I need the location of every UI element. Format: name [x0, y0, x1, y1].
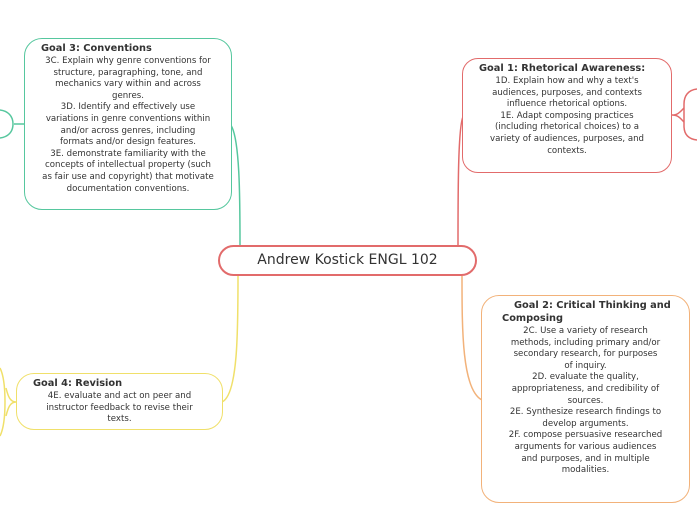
- goal3-line: structure, paragraphing, tone, and: [53, 67, 203, 78]
- goal1-line: variety of audiences, purposes, and: [489, 133, 645, 144]
- goal3-line: documentation conventions.: [66, 183, 190, 194]
- goal3-line: formats and/or design features.: [60, 137, 196, 148]
- goal3-line: variations in genre conventions within: [45, 113, 211, 124]
- goal3-node[interactable]: [24, 38, 232, 210]
- goal2-line: 2D. evaluate the quality,: [532, 372, 639, 383]
- goal2-title: Goal 2: Critical Thinking and: [514, 300, 671, 311]
- goal2-line: 2C. Use a variety of research: [523, 326, 648, 336]
- goal3-line: and/or across genres, including: [60, 125, 196, 136]
- goal3-line: concepts of intellectual property (such: [45, 160, 211, 171]
- goal1-line: 1D. Explain how and why a text's: [495, 76, 639, 86]
- goal2-line: secondary research, for purposes: [513, 349, 658, 360]
- goal2-line: arguments for various audiences: [514, 441, 657, 452]
- goal2-node[interactable]: [481, 295, 690, 503]
- goal2-line: modalities.: [561, 465, 610, 476]
- goal2-line: of inquiry.: [564, 360, 607, 371]
- goal2-line: appropriateness, and credibility of: [511, 383, 660, 394]
- goal1-child-node-edge: [684, 89, 697, 140]
- goal2-line: 2E. Synthesize research findings to: [509, 407, 662, 418]
- goal4-line: 4E. evaluate and act on peer and: [47, 391, 192, 401]
- goal1-line: contexts.: [547, 145, 587, 156]
- goal3-line: mechanics vary within and across: [55, 79, 201, 90]
- connector-goal2: [462, 276, 482, 400]
- connector-goal4-child: [6, 388, 16, 416]
- goal1-line: (including rhetorical choices) to a: [494, 122, 639, 133]
- goal3-title: Goal 3: Conventions: [41, 43, 152, 54]
- goal2-line: and purposes, and in multiple: [521, 453, 650, 464]
- goal3-line: genres.: [111, 90, 145, 101]
- goal4-line: texts.: [107, 414, 132, 425]
- goal1-line: 1E. Adapt composing practices: [500, 110, 634, 121]
- goal2-line: sources.: [567, 395, 604, 406]
- connector-goal1-child: [672, 108, 684, 122]
- goal2-title-continued: Composing: [502, 313, 564, 324]
- goal1-node[interactable]: [462, 58, 672, 173]
- goal1-line: influence rhetorical options.: [506, 99, 628, 110]
- goal4-child-node-edge: [0, 368, 5, 436]
- goal2-line: methods, including primary and/or: [510, 337, 661, 348]
- central-topic-label: Andrew Kostick ENGL 102: [257, 252, 438, 268]
- goal3-line: as fair use and copyright) that motivate: [42, 171, 214, 182]
- goal1-title: Goal 1: Rhetorical Awareness:: [479, 63, 646, 74]
- goal1-line: audiences, purposes, and contexts: [492, 87, 642, 98]
- goal2-line: develop arguments.: [542, 418, 629, 429]
- goal3-line: 3D. Identify and effectively use: [60, 102, 196, 113]
- goal3-line: 3E. demonstrate familiarity with the: [50, 148, 206, 159]
- central-topic[interactable]: [218, 245, 477, 276]
- goal4-title: Goal 4: Revision: [33, 378, 123, 389]
- goal3-line: 3C. Explain why genre conventions for: [45, 56, 211, 66]
- goal2-line: 2F. compose persuasive researched: [508, 430, 663, 441]
- goal3-child-node-edge: [0, 110, 13, 138]
- goal4-node[interactable]: [16, 373, 223, 430]
- goal4-line: instructor feedback to revise their: [46, 402, 193, 413]
- connector-goal4: [222, 276, 238, 402]
